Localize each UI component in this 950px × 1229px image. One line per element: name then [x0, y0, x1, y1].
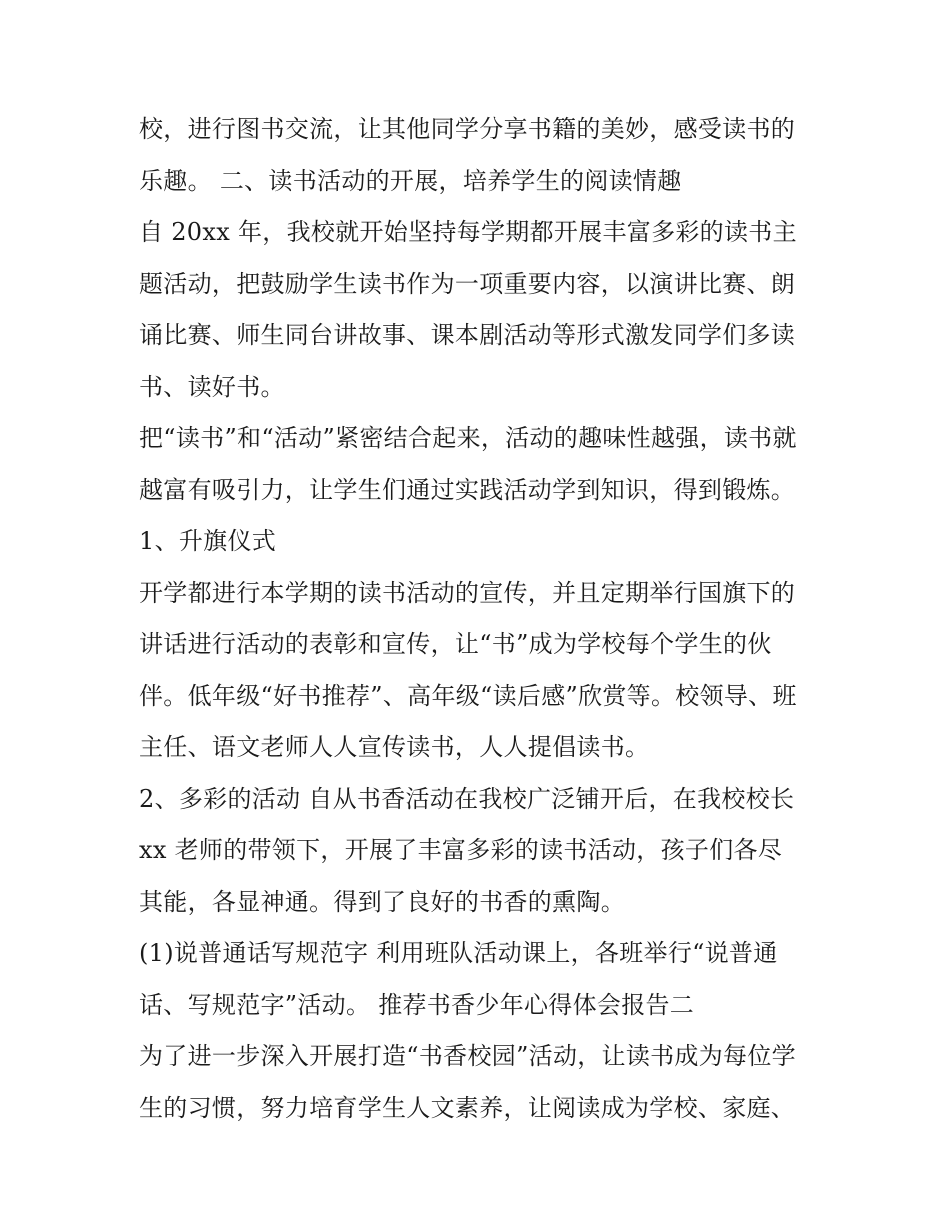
text-line: (1)说普通话写规范字 利用班队活动课上，各班举行“说普通: [139, 939, 778, 967]
text-line: 开学都进行本学期的读书活动的宣传，并且定期举行国旗下的: [139, 578, 796, 607]
text-line: xx 老师的带领下，开展了丰富多彩的读书活动，孩子们各尽: [139, 836, 783, 864]
text-line: 为了进一步深入开展打造“书香校园”活动，让读书成为每位学: [139, 1042, 796, 1070]
text-line: 讲话进行活动的表彰和宣传，让“书”成为学校每个学生的伙: [139, 630, 772, 658]
text-line: 越富有吸引力，让学生们通过实践活动学到知识，得到锻炼。: [139, 475, 796, 504]
text-line: 话、写规范字”活动。 推荐书香少年心得体会报告二: [139, 990, 695, 1019]
text-line: 题活动，把鼓励学生读书作为一项重要内容，以演讲比赛、朗: [139, 269, 796, 298]
text-line: 自 20xx 年，我校就开始坚持每学期都开展丰富多彩的读书主: [139, 218, 797, 246]
text-line: 生的习惯，努力培育学生人文素养，让阅读成为学校、家庭、: [139, 1093, 796, 1122]
text-line: 其能，各显神通。得到了良好的书香的熏陶。: [139, 887, 625, 916]
text-line: 主任、语文老师人人宣传读书，人人提倡读书。: [139, 733, 650, 761]
text-line: 把“读书”和“活动”紧密结合起来，活动的趣味性越强，读书就: [139, 424, 797, 452]
text-line: 伴。低年级“好书推荐”、高年级“读后感”欣赏等。校领导、班: [139, 681, 797, 710]
text-line: 诵比赛、师生同台讲故事、课本剧活动等形式激发同学们多读: [139, 321, 796, 349]
text-line: 书、读好书。: [139, 372, 285, 401]
document-body: [139, 108, 829, 1138]
section-heading: 1、升旗仪式: [139, 527, 277, 555]
text-line: 校，进行图书交流，让其他同学分享书籍的美妙，感受读书的: [139, 115, 796, 143]
text-line: 乐趣。 二、读书活动的开展，培养学生的阅读情趣: [139, 166, 682, 195]
text-line: 2、多彩的活动 自从书香活动在我校广泛铺开后，在我校校长: [139, 784, 795, 813]
